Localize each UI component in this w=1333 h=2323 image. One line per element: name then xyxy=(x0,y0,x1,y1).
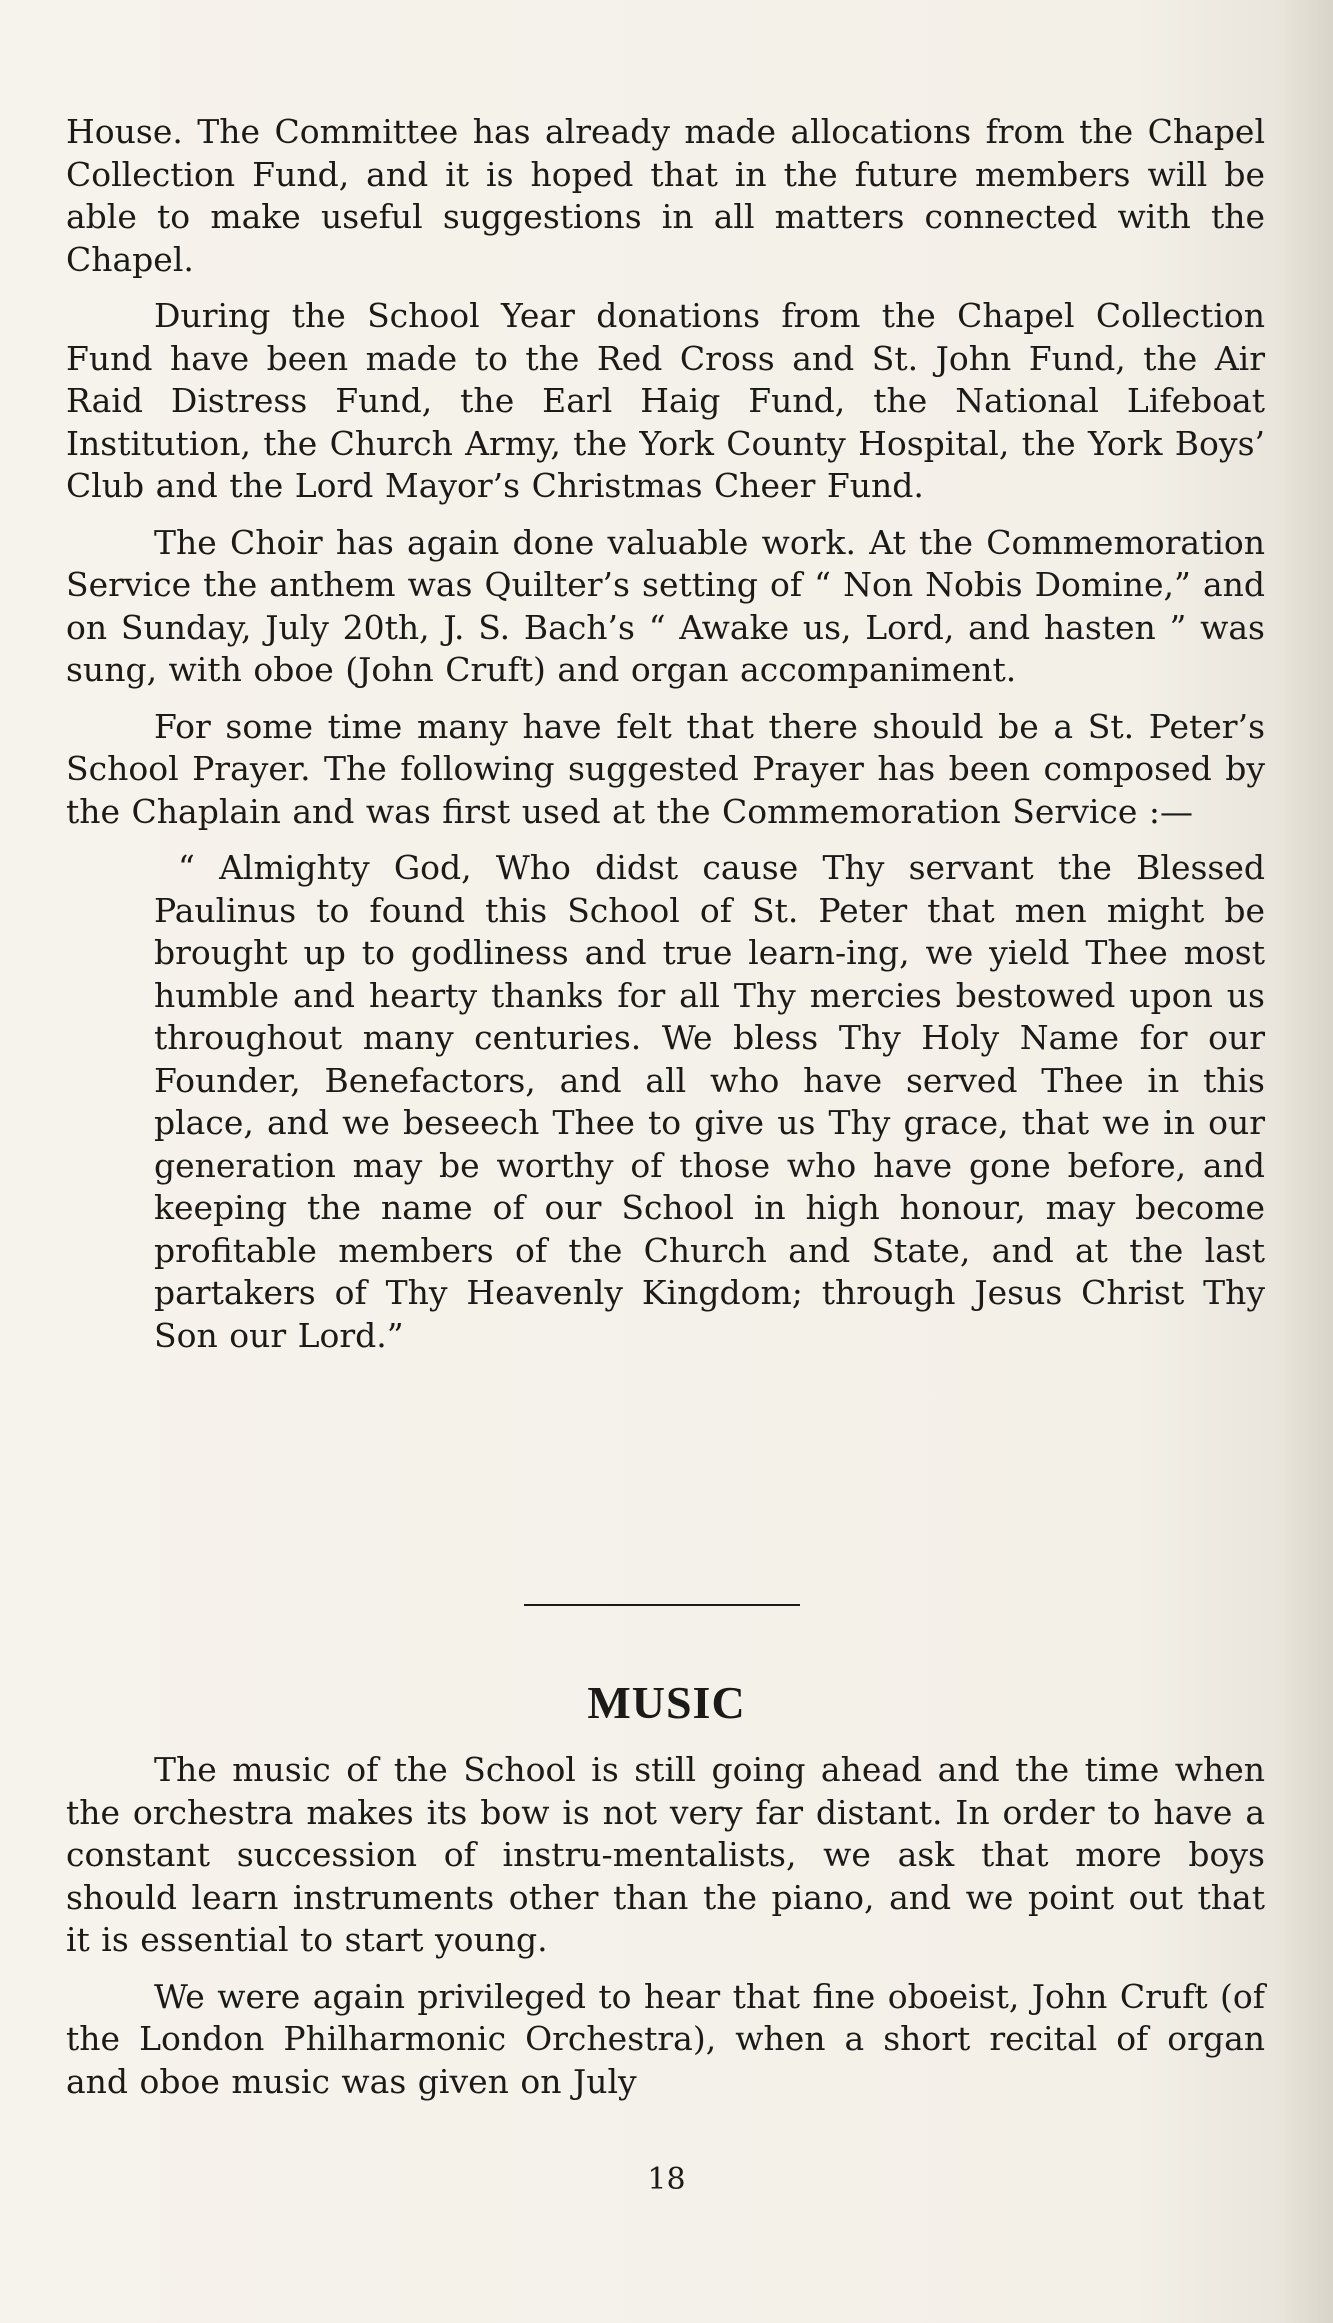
chapel-paragraph-4: For some time many have felt that there should be a St. Peter’s School Prayer. The following suggested Prayer has been composed by the Chaplain and was first used at the Commemoration Service :— xyxy=(66,706,1265,831)
chapel-section xyxy=(66,111,1265,1357)
music-section xyxy=(66,1749,1265,2117)
section-divider xyxy=(524,1604,800,1606)
music-heading: MUSIC xyxy=(587,1677,746,1728)
music-paragraph-1: The music of the School is still going ahead and the time when the orchestra makes its bow is not very far distant. In order to have a constant succession of instru-mentalists, we ask that more boys should learn instruments other than the piano, and we point out that it is essential to start young. xyxy=(66,1750,1265,1959)
music-paragraph-2: We were again privileged to hear that fine oboeist, John Cruft (of the London Philharmonic Orchestra), when a short recital of organ and oboe music was given on July xyxy=(66,1976,1265,2101)
chapel-paragraph-1: House. The Committee has already made allocations from the Chapel Collection Fund, and it is hoped that in the future members will be able to make useful suggestions in all matters connected with the Chapel. xyxy=(66,112,1265,279)
school-prayer: “ Almighty God, Who didst cause Thy servant the Blessed Paulinus to found this School of St. Peter that men might be brought up to godliness and true learn-ing, we yield Thee most humble and hearty thanks for all Thy mercies bestowed upon us throughout many centuries. We bless Thy Holy Name for our Founder, Benefactors, and all who have served Thee in this place, and we beseech Thee to give us Thy grace, that we in our generation may be worthy of those who have gone before, and keeping the name of our School in high honour, may become profitable members of the Church and State, and at the last partakers of Thy Heavenly Kingdom; through Jesus Christ Thy Son our Lord.” xyxy=(154,848,1265,1355)
page-number: 18 xyxy=(647,2162,686,2197)
chapel-paragraph-3: The Choir has again done valuable work. At the Commemoration Service the anthem was Quilter’s setting of “ Non Nobis Domine,” and on Sunday, July 20th, J. S. Bach’s “ Awake us, Lord, and hasten ” was sung, with oboe (John Cruft) and organ accompaniment. xyxy=(66,522,1265,689)
chapel-paragraph-2: During the School Year donations from the Chapel Collection Fund have been made to the Red Cross and St. John Fund, the Air Raid Distress Fund, the Earl Haig Fund, the National Lifeboat Institution, the Church Army, the York County Hospital, the York Boys’ Club and the Lord Mayor’s Christmas Cheer Fund. xyxy=(66,296,1265,505)
